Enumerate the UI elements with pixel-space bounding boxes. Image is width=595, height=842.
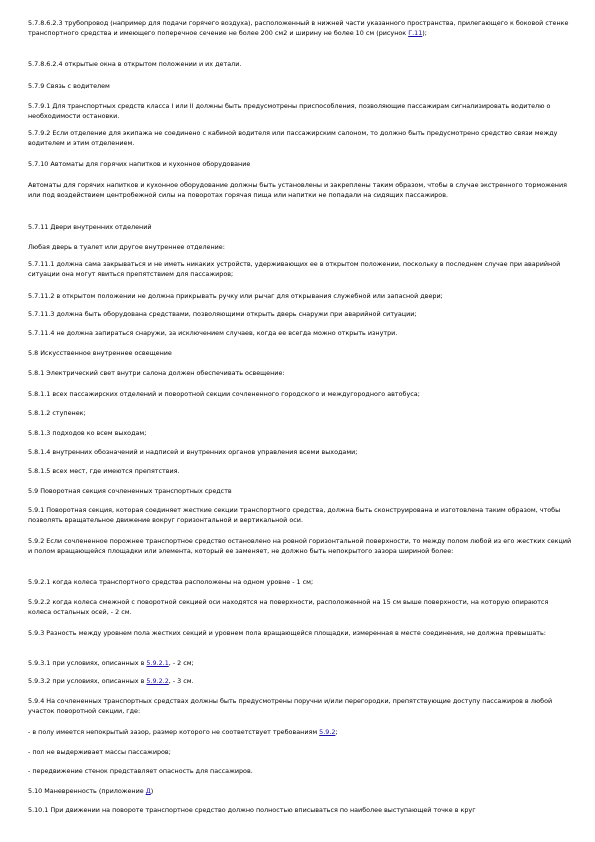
heading-5-7-10: 5.7.10 Автоматы для горячих напитков и кухонное оборудование [28,160,251,168]
heading-5-7-11: 5.7.11 Двери внутренних отделений [28,223,152,231]
paragraph-5-10-1: 5.10.1 При движении на повороте транспортное средство должно полностью вписываться по наиболее выступающей точке в круг [28,806,476,814]
paragraph-5-9-2-1: 5.9.2.1 когда колеса транспортного средства расположены на одном уровне - 1 см; [28,578,314,586]
paragraph-5-7-9-1: 5.7.9.1 Для транспортных средств класса I или II должны быть предусмотрены приспособления, позволяющие пассажирам сигнализировать водителю о необходимости остановки. [28,102,551,121]
paragraph-5-8-1-1: 5.8.1.1 всех пассажирских отделений и поворотной секции сочлененного городского и междугородного автобуса; [28,390,420,398]
paragraph-5-9-2: 5.9.2 Если сочлененное порожнее транспортное средство остановлено на ровной горизонтальной поверхности, то между полом любой из его жестких секций и полом вращающейся площадки или элемента, который ее заменяет, не должно быть непокрытого зазора шириной более: [28,537,572,556]
paragraph-5-7-11-1: 5.7.11.1 должна сама закрываться и не иметь никаких устройств, удерживающих ее в открытом положении, поскольку в последнем случае при аварийной ситуации она могут явиться препятствием для пассажиров; [28,260,561,279]
heading-5-9: 5.9 Поворотная секция сочлененных транспортных средств [28,487,232,495]
paragraph-5-9-3-1: 5.9.3.1 при условиях, описанных в 5.9.2.1, - 2 см; [28,659,194,667]
paragraph-5-9-2-2: 5.9.2.2 когда колеса смежной с поворотной секцией оси находятся на поверхности, расположенной на 15 см выше поверхности, на которую опираются колеса остальных осей, - 2 см. [28,598,549,617]
paragraph-5-7-8-6-2-3: 5.7.8.6.2.3 трубопровод (например для подачи горячего воздуха), расположенный в нижней части указанного пространства, прилегающего к боковой стенке транспортного средства и имеющего поперечное сечение не более 200 см2 и ширину не более 10 см (рисунок Г.11); [28,19,569,38]
paragraph-5-7-8-6-2-4: 5.7.8.6.2.4 открытые окна в открытом положении и их детали. [28,60,242,68]
paragraph-5-9-3: 5.9.3 Разность между уровнем пола жестких секций и уровнем пола вращающейся площадки, измеренная в месте соединения, не должна превышать: [28,629,546,637]
paragraph-5-7-11-2: 5.7.11.2 в открытом положении не должна прикрывать ручку или рычаг для открывания служебной или запасной двери; [28,292,443,300]
paragraph-5-7-11-intro: Любая дверь в туалет или другое внутреннее отделение: [28,243,225,251]
link-figure-g11[interactable]: Г.11 [408,29,423,38]
paragraph-5-9-3-2: 5.9.3.2 при условиях, описанных в 5.9.2.2, - 3 см. [28,677,194,685]
paragraph-5-7-10-text: Автоматы для горячих напитков и кухонное оборудование должны быть установлены и закреплены таким образом, чтобы в случае экстренного торможения или под воздействием центробежной силы на поворотах горячая пища или напитки не попадали на сидящих пассажиров. [28,181,567,200]
paragraph-5-8-1-3: 5.8.1.3 подходов ко всем выходам; [28,429,147,437]
list-item-gap: - в полу имеется непокрытый зазор, размер которого не соответствует требованиям 5.9.2; [28,728,338,736]
list-item-walls: - передвижение стенок представляет опасность для пассажиров. [28,767,253,775]
paragraph-5-8-1: 5.8.1 Электрический свет внутри салона должен обеспечивать освещение: [28,369,285,377]
paragraph-5-7-11-4: 5.7.11.4 не должна запираться снаружи, за исключением случаев, когда ее всегда можно открыть изнутри. [28,329,398,337]
heading-5-8: 5.8 Искусственное внутреннее освещение [28,349,172,357]
paragraph-5-7-9-2: 5.7.9.2 Если отделение для экипажа не соединено с кабиной водителя или пассажирским салоном, то должно быть предусмотрено средство связи между водителем и этим отделением. [28,129,558,148]
paragraph-5-9-1: 5.9.1 Поворотная секция, которая соединяет жесткие секции транспортного средства, должна быть сконструирована и изготовлена таким образом, чтобы позволять вращательное движение вокруг горизонтальной и вертикальной оси. [28,506,561,525]
heading-5-7-9: 5.7.9 Связь с водителем [28,82,110,90]
paragraph-5-8-1-5: 5.8.1.5 всех мест, где имеются препятствия. [28,467,180,475]
paragraph-5-8-1-4: 5.8.1.4 внутренних обозначений и надписей и внутренних органов управления всеми выходами; [28,448,358,456]
link-5-9-2-1[interactable]: 5.9.2.1 [146,659,169,667]
paragraph-5-7-11-3: 5.7.11.3 должна быть оборудована средствами, позволяющими открыть дверь снаружи при аварийной ситуации; [28,310,417,318]
link-appendix-d[interactable]: Д [145,787,151,795]
heading-5-10: 5.10 Маневренность (приложение Д) [28,787,154,795]
list-item-floor-load: - пол не выдерживает массы пассажиров; [28,748,171,756]
paragraph-5-8-1-2: 5.8.1.2 ступенек; [28,409,86,417]
link-5-9-2-2[interactable]: 5.9.2.2 [146,677,169,685]
link-5-9-2[interactable]: 5.9.2 [319,728,336,736]
paragraph-5-9-4: 5.9.4 На сочлененных транспортных средствах должны быть предусмотрены поручни и/или перегородки, препятствующие доступу пассажиров в любой участок поворотной секции, где: [28,697,553,716]
